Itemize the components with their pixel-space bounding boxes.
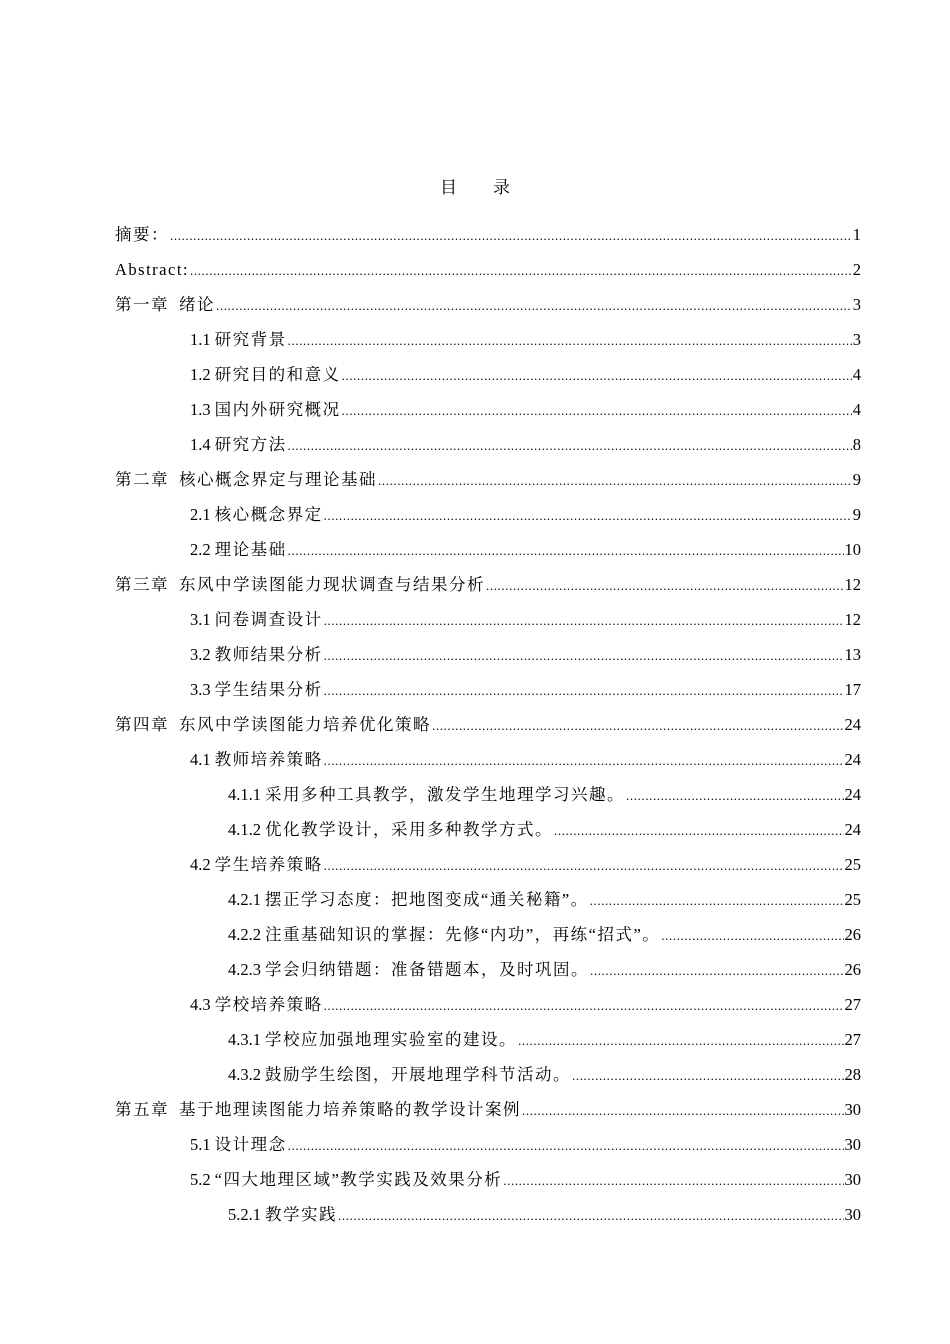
toc-entry-leader [170, 223, 852, 248]
toc-entry-label [228, 1202, 337, 1227]
toc-entry-number: 1.2 [190, 365, 211, 384]
toc-entry-leader [324, 853, 844, 878]
toc-entry-text: 采用多种工具教学，激发学生地理学习兴趣。 [265, 785, 625, 804]
toc-entry-label [115, 712, 431, 737]
toc-entry-page: 24 [844, 750, 861, 769]
toc-entry-label [228, 957, 589, 982]
toc-entry-leader [324, 678, 844, 703]
toc-entry[interactable] [115, 1167, 861, 1202]
toc-entry-leader [324, 993, 844, 1018]
toc-entry[interactable] [115, 257, 861, 292]
toc-entry-leader [590, 958, 844, 983]
toc-entry-label [115, 257, 189, 282]
toc-entry-page: 13 [844, 645, 861, 664]
toc-entry-text: 优化教学设计，采用多种教学方式。 [265, 820, 553, 839]
toc-entry-page: 9 [852, 505, 861, 524]
toc-entry-number: 第二章 [115, 470, 169, 489]
toc-entry-leader [324, 748, 844, 773]
toc-entry[interactable] [115, 292, 861, 327]
toc-entry-label [115, 572, 485, 597]
toc-entry-text: 东风中学读图能力培养优化策略 [179, 715, 431, 734]
toc-entry-leader [324, 608, 844, 633]
toc-entry[interactable] [115, 607, 861, 642]
toc-entry[interactable] [115, 817, 861, 852]
toc-entry-leader [288, 328, 852, 353]
toc-entry-leader [288, 433, 852, 458]
toc-entry-number: 3.3 [190, 680, 211, 699]
toc-entry-text: Abstract: [115, 260, 189, 279]
toc-entry-leader [190, 258, 852, 283]
toc-entry[interactable] [115, 1097, 861, 1132]
toc-entry-text: 设计理念 [214, 1135, 287, 1154]
toc-entry-page: 24 [844, 785, 861, 804]
toc-entry-page: 30 [844, 1100, 861, 1119]
toc-entry[interactable] [115, 397, 861, 432]
toc-entry-text: 鼓励学生绘图，开展地理学科节活动。 [265, 1065, 571, 1084]
toc-entry-text: 教学实践 [265, 1205, 337, 1224]
toc-entry-label [228, 887, 589, 912]
toc-entry[interactable] [115, 502, 861, 537]
toc-entry-page: 3 [852, 330, 861, 349]
toc-entry-number: 1.3 [190, 400, 211, 419]
toc-entry-label [190, 432, 287, 457]
toc-entry-text: 绪论 [179, 295, 215, 314]
toc-entry-leader [522, 1098, 844, 1123]
toc-entry-label [190, 362, 341, 387]
toc-entry-text: 注重基础知识的掌握：先修“内功”，再练“招式”。 [265, 925, 661, 944]
toc-entry-label [228, 1062, 571, 1087]
toc-entry-page: 24 [844, 820, 861, 839]
toc-entry-number: 4.3 [190, 995, 211, 1014]
toc-entry-label [228, 782, 625, 807]
toc-entry-page: 4 [852, 365, 861, 384]
toc-entry-text: 教师结果分析 [214, 645, 323, 664]
toc-entry[interactable] [115, 852, 861, 887]
toc-list [115, 222, 861, 1237]
toc-entry-label [228, 1027, 517, 1052]
toc-entry-number: 3.1 [190, 610, 211, 629]
toc-entry-label [190, 327, 287, 352]
toc-entry[interactable] [115, 1132, 861, 1167]
toc-entry-text: 摆正学习态度：把地图变成“通关秘籍”。 [265, 890, 589, 909]
toc-entry-label [190, 1167, 502, 1192]
toc-entry-leader [590, 888, 844, 913]
toc-entry-number: 第四章 [115, 715, 169, 734]
toc-entry-label [190, 852, 323, 877]
toc-entry-number: 第五章 [115, 1100, 169, 1119]
toc-entry-number: 5.2.1 [228, 1205, 261, 1224]
toc-entry-text: 学校培养策略 [214, 995, 323, 1014]
toc-entry-label [190, 502, 323, 527]
toc-entry-number: 4.3.2 [228, 1065, 261, 1084]
toc-entry-number: 4.3.1 [228, 1030, 261, 1049]
toc-entry-leader [626, 783, 844, 808]
toc-entry-page: 4 [852, 400, 861, 419]
toc-entry-text: 学生结果分析 [214, 680, 323, 699]
toc-entry-number: 3.2 [190, 645, 211, 664]
toc-entry-leader [554, 818, 844, 843]
toc-entry[interactable] [115, 432, 861, 467]
toc-entry[interactable] [115, 1202, 861, 1237]
toc-entry-label [228, 817, 553, 842]
toc-entry-text: 学校应加强地理实验室的建设。 [265, 1030, 517, 1049]
toc-entry-leader [342, 363, 852, 388]
toc-entry-number: 5.1 [190, 1135, 211, 1154]
toc-entry-text: 核心概念界定 [214, 505, 323, 524]
toc-entry[interactable] [115, 782, 861, 817]
toc-entry-label [190, 677, 323, 702]
toc-entry-leader [572, 1063, 844, 1088]
toc-entry-number: 第一章 [115, 295, 169, 314]
toc-entry-page: 26 [844, 960, 861, 979]
toc-entry-number: 4.2.2 [228, 925, 261, 944]
toc-entry-number: 4.1.1 [228, 785, 261, 804]
toc-entry-text: 基于地理读图能力培养策略的教学设计案例 [179, 1100, 521, 1119]
toc-entry-label [190, 642, 323, 667]
toc-entry-page: 17 [844, 680, 861, 699]
toc-entry-leader [378, 468, 852, 493]
toc-entry-leader [342, 398, 852, 423]
toc-entry-text: 核心概念界定与理论基础 [179, 470, 377, 489]
toc-entry-label [190, 397, 341, 422]
toc-entry-text: 研究目的和意义 [214, 365, 341, 384]
toc-entry[interactable] [115, 677, 861, 712]
toc-entry-label [190, 607, 323, 632]
toc-entry-page: 28 [844, 1065, 861, 1084]
toc-entry-leader [288, 538, 844, 563]
toc-entry-leader [661, 923, 843, 948]
toc-entry[interactable] [115, 572, 861, 607]
toc-entry-page: 27 [844, 995, 861, 1014]
toc-entry-number: 4.2.3 [228, 960, 261, 979]
toc-entry-number: 第三章 [115, 575, 169, 594]
toc-title [0, 176, 950, 200]
toc-entry-label [115, 292, 215, 317]
toc-entry-label [115, 467, 377, 492]
toc-entry[interactable] [115, 712, 861, 747]
toc-entry-page: 26 [844, 925, 861, 944]
toc-entry-text: 学生培养策略 [214, 855, 323, 874]
toc-entry-number: 1.1 [190, 330, 211, 349]
toc-title-left: 目 [440, 178, 457, 197]
toc-entry-leader [324, 503, 852, 528]
toc-entry-page: 25 [844, 855, 861, 874]
toc-entry[interactable] [115, 642, 861, 677]
toc-entry-page: 12 [844, 575, 861, 594]
toc-entry-number: 2.2 [190, 540, 211, 559]
toc-entry-leader [324, 643, 844, 668]
toc-entry[interactable] [115, 362, 861, 397]
toc-entry[interactable] [115, 957, 861, 992]
toc-entry-text: 摘要： [115, 225, 169, 244]
toc-entry-page: 30 [844, 1135, 861, 1154]
toc-entry-page: 30 [844, 1170, 861, 1189]
toc-entry-leader [518, 1028, 844, 1053]
toc-entry-leader [216, 293, 852, 318]
toc-entry-label [190, 747, 323, 772]
toc-entry-page: 10 [844, 540, 861, 559]
toc-entry-label [190, 1132, 287, 1157]
toc-entry[interactable] [115, 537, 861, 572]
toc-entry[interactable] [115, 1062, 861, 1097]
toc-entry-number: 1.4 [190, 435, 211, 454]
toc-entry-page: 24 [844, 715, 861, 734]
toc-entry[interactable] [115, 887, 861, 922]
toc-entry-number: 4.1.2 [228, 820, 261, 839]
toc-entry-number: 4.1 [190, 750, 211, 769]
toc-entry-leader [503, 1168, 843, 1193]
toc-entry[interactable] [115, 747, 861, 782]
toc-entry-page: 25 [844, 890, 861, 909]
toc-entry-label [190, 537, 287, 562]
toc-entry-page: 2 [852, 260, 861, 279]
toc-entry-number: 5.2 [190, 1170, 211, 1189]
toc-entry-page: 1 [852, 225, 861, 244]
toc-entry-page: 30 [844, 1205, 861, 1224]
toc-entry[interactable] [115, 992, 861, 1027]
toc-entry-page: 3 [852, 295, 861, 314]
toc-entry-page: 9 [852, 470, 861, 489]
toc-entry-label [115, 222, 169, 247]
toc-title-right: 录 [493, 178, 510, 197]
toc-entry-leader [288, 1133, 844, 1158]
toc-entry-text: 国内外研究概况 [214, 400, 341, 419]
toc-entry-leader [338, 1203, 844, 1228]
toc-entry-number: 4.2 [190, 855, 211, 874]
toc-entry-number: 4.2.1 [228, 890, 261, 909]
toc-entry-text: “四大地理区域”教学实践及效果分析 [214, 1170, 503, 1189]
toc-entry[interactable] [115, 327, 861, 362]
toc-entry-text: 理论基础 [214, 540, 287, 559]
toc-entry-leader [432, 713, 844, 738]
toc-entry-text: 教师培养策略 [214, 750, 323, 769]
toc-entry-label [228, 922, 660, 947]
toc-entry[interactable] [115, 1027, 861, 1062]
toc-entry-number: 2.1 [190, 505, 211, 524]
toc-entry[interactable] [115, 467, 861, 502]
toc-entry-page: 27 [844, 1030, 861, 1049]
toc-entry-page: 12 [844, 610, 861, 629]
toc-entry-text: 问卷调查设计 [214, 610, 323, 629]
toc-entry[interactable] [115, 222, 861, 257]
toc-entry-label [115, 1097, 521, 1122]
toc-entry[interactable] [115, 922, 861, 957]
toc-entry-text: 研究方法 [214, 435, 287, 454]
toc-entry-text: 东风中学读图能力现状调查与结果分析 [179, 575, 485, 594]
toc-entry-leader [486, 573, 844, 598]
toc-entry-text: 学会归纳错题：准备错题本，及时巩固。 [265, 960, 589, 979]
toc-entry-text: 研究背景 [214, 330, 287, 349]
toc-entry-page: 8 [852, 435, 861, 454]
toc-entry-label [190, 992, 323, 1017]
